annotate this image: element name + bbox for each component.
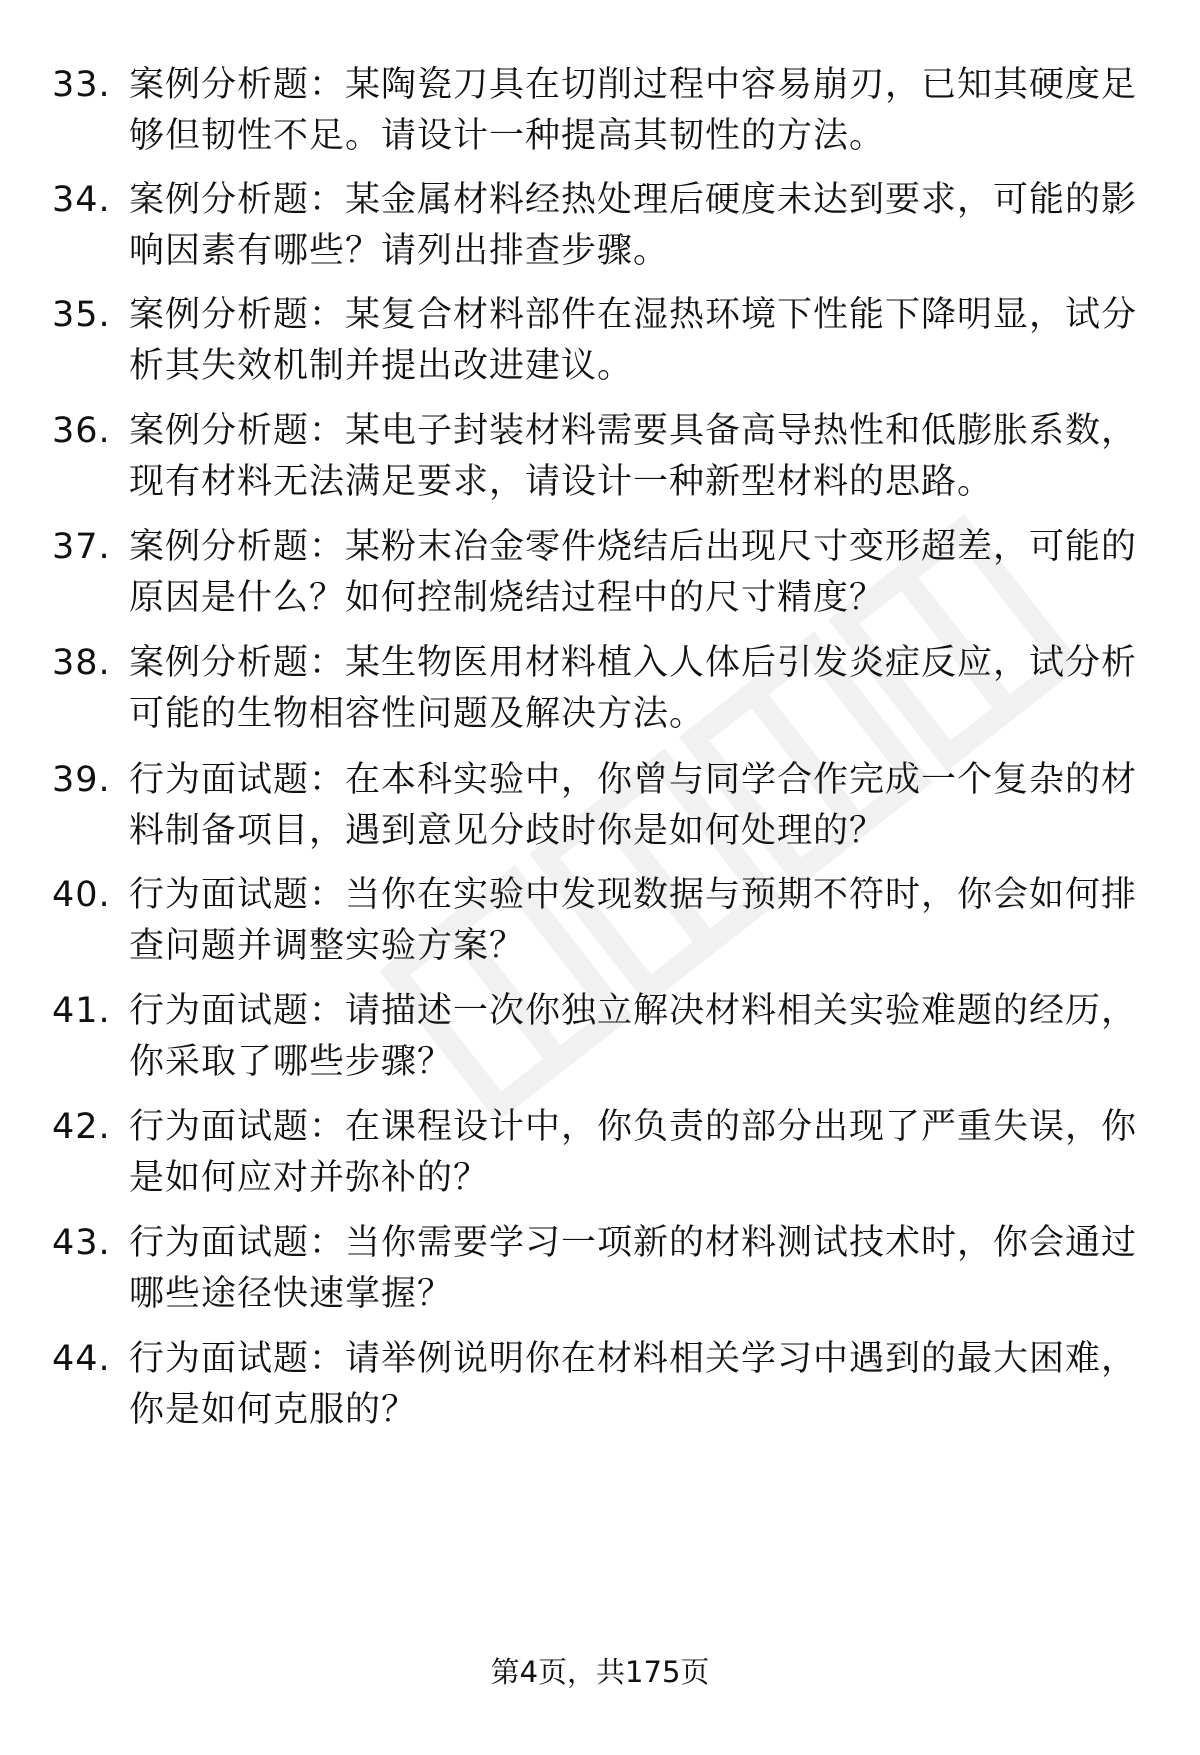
question-text: 案例分析题：某陶瓷刀具在切削过程中容易崩刃，已知其硬度足够但韧性不足。请设计一种提高其韧性的方法。 bbox=[129, 65, 1138, 156]
question-text: 行为面试题：当你需要学习一项新的材料测试技术时，你会通过哪些途径快速掌握？ bbox=[129, 1223, 1138, 1314]
question-text: 案例分析题：某复合材料部件在湿热环境下性能下降明显，试分析其失效机制并提出改进建议。 bbox=[129, 295, 1138, 386]
question-number: 44. bbox=[52, 1339, 111, 1379]
question-text: 行为面试题：在本科实验中，你曾与同学合作完成一个复杂的材料制备项目，遇到意见分歧时你是如何处理的？ bbox=[129, 760, 1138, 851]
question-number: 41. bbox=[52, 991, 111, 1031]
page-footer: 第4页，共175页 bbox=[490, 1655, 710, 1689]
question-number: 35. bbox=[52, 295, 111, 335]
question-number: 39. bbox=[52, 760, 111, 800]
question-text: 案例分析题：某生物医用材料植入人体后引发炎症反应，试分析可能的生物相容性问题及解决方法。 bbox=[129, 643, 1138, 734]
question-text: 行为面试题：请描述一次你独立解决材料相关实验难题的经历，你采取了哪些步骤？ bbox=[129, 991, 1138, 1082]
question-number: 34. bbox=[52, 180, 111, 220]
question-text: 行为面试题：请举例说明你在材料相关学习中遇到的最大困难，你是如何克服的？ bbox=[129, 1339, 1138, 1430]
question-text: 行为面试题：当你在实验中发现数据与预期不符时，你会如何排查问题并调整实验方案？ bbox=[129, 875, 1138, 966]
question-text: 案例分析题：某金属材料经热处理后硬度未达到要求，可能的影响因素有哪些？请列出排查步骤。 bbox=[129, 180, 1138, 271]
question-number: 43. bbox=[52, 1223, 111, 1263]
question-number: 36. bbox=[52, 411, 111, 451]
question-number: 38. bbox=[52, 643, 111, 683]
question-text: 案例分析题：某粉末冶金零件烧结后出现尺寸变形超差，可能的原因是什么？如何控制烧结过程中的尺寸精度？ bbox=[129, 527, 1138, 618]
question-number: 37. bbox=[52, 527, 111, 567]
question-number: 40. bbox=[52, 875, 111, 915]
question-number: 33. bbox=[52, 65, 111, 105]
question-text: 行为面试题：在课程设计中，你负责的部分出现了严重失误，你是如何应对并弥补的？ bbox=[129, 1107, 1138, 1198]
question-number: 42. bbox=[52, 1107, 111, 1147]
question-text: 案例分析题：某电子封装材料需要具备高导热性和低膨胀系数，现有材料无法满足要求，请设计一种新型材料的思路。 bbox=[129, 411, 1138, 502]
